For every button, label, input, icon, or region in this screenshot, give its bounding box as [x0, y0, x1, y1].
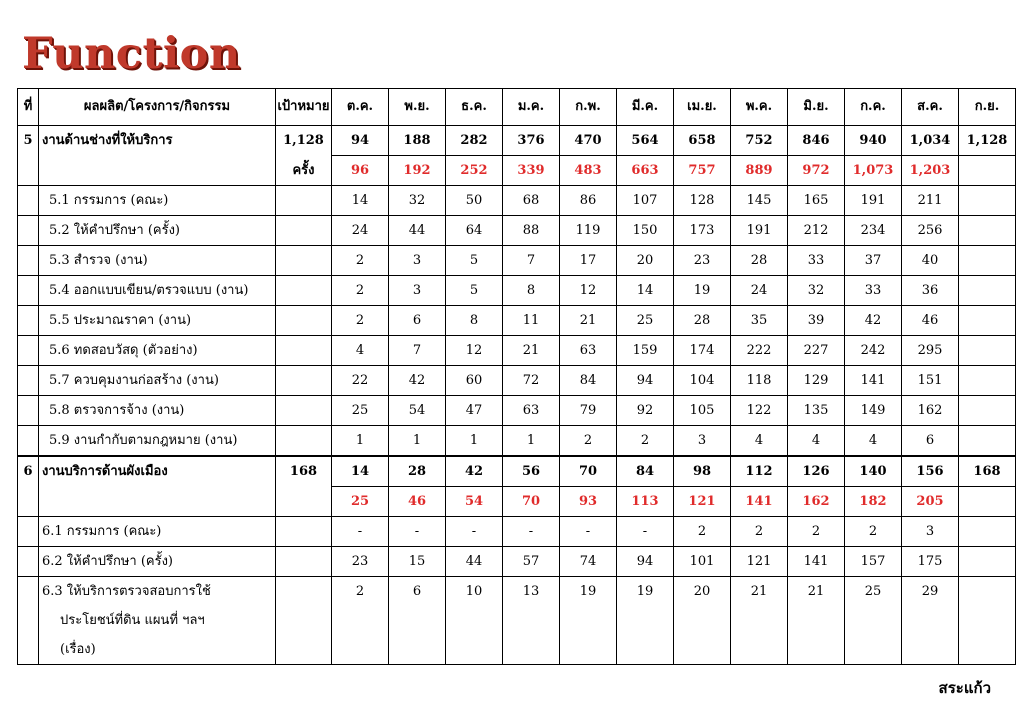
value-cell: 12: [560, 276, 617, 306]
plan-value-cell: 188: [389, 126, 446, 156]
table-row: [18, 216, 1016, 246]
section-actual-row: [18, 487, 1016, 517]
value-cell: 7: [389, 336, 446, 366]
value-cell: 141: [788, 547, 845, 577]
actual-value-cell: 54: [446, 487, 503, 517]
empty-cell: [18, 396, 39, 426]
value-cell: 19: [617, 577, 674, 665]
item-label: 6.1 กรรมการ (คณะ): [39, 517, 276, 547]
value-cell: 7: [503, 246, 560, 276]
value-cell: [959, 517, 1016, 547]
value-cell: -: [617, 517, 674, 547]
item-label-line: ประโยชน์ที่ดิน แผนที่ ฯลฯ: [60, 613, 205, 628]
value-cell: 20: [674, 577, 731, 665]
item-label-line: 6.3 ให้บริการตรวจสอบการใช้: [42, 584, 211, 599]
plan-value-cell: 56: [503, 456, 560, 487]
value-cell: 1: [332, 426, 389, 457]
value-cell: 17: [560, 246, 617, 276]
value-cell: 12: [446, 336, 503, 366]
value-cell: 92: [617, 396, 674, 426]
value-cell: 29: [902, 577, 959, 665]
value-cell: 19: [560, 577, 617, 665]
empty-cell: [18, 216, 39, 246]
header-month: มิ.ย.: [788, 89, 845, 126]
value-cell: 173: [674, 216, 731, 246]
value-cell: 2: [332, 276, 389, 306]
section-target-unit: [276, 487, 332, 517]
value-cell: 36: [902, 276, 959, 306]
actual-value-cell: 483: [560, 156, 617, 186]
value-cell: 6: [389, 577, 446, 665]
table-body: [18, 126, 1016, 665]
value-cell: 10: [446, 577, 503, 665]
actual-value-cell: 141: [731, 487, 788, 517]
empty-cell: [18, 306, 39, 336]
plan-value-cell: 752: [731, 126, 788, 156]
section-number: 5: [18, 126, 39, 156]
value-cell: 157: [845, 547, 902, 577]
value-cell: [959, 186, 1016, 216]
empty-cell: [18, 276, 39, 306]
plan-value-cell: 126: [788, 456, 845, 487]
empty-cell: [18, 246, 39, 276]
value-cell: 94: [617, 366, 674, 396]
value-cell: 3: [389, 276, 446, 306]
value-cell: 2: [788, 517, 845, 547]
value-cell: 21: [560, 306, 617, 336]
value-cell: 33: [845, 276, 902, 306]
value-cell: 141: [845, 366, 902, 396]
value-cell: 63: [560, 336, 617, 366]
header-month: ม.ค.: [503, 89, 560, 126]
value-cell: 33: [788, 246, 845, 276]
header-month: เม.ย.: [674, 89, 731, 126]
value-cell: 104: [674, 366, 731, 396]
empty-cell: [276, 366, 332, 396]
actual-value-cell: 1,073: [845, 156, 902, 186]
value-cell: 3: [902, 517, 959, 547]
plan-value-cell: 940: [845, 126, 902, 156]
value-cell: 44: [446, 547, 503, 577]
table-header-row: [18, 89, 1016, 126]
actual-value-cell: 972: [788, 156, 845, 186]
empty-cell: [18, 156, 39, 186]
value-cell: 211: [902, 186, 959, 216]
value-cell: 2: [332, 577, 389, 665]
value-cell: 222: [731, 336, 788, 366]
value-cell: 54: [389, 396, 446, 426]
item-label: 5.2 ให้คำปรึกษา (ครั้ง): [39, 216, 276, 246]
value-cell: 4: [332, 336, 389, 366]
value-cell: 129: [788, 366, 845, 396]
header-item: ผลผลิต/โครงการ/กิจกรรม: [39, 89, 276, 126]
item-label-line: (เรื่อง): [60, 642, 96, 657]
value-cell: -: [503, 517, 560, 547]
value-cell: 8: [503, 276, 560, 306]
table-row: [18, 366, 1016, 396]
plan-value-cell: 1,034: [902, 126, 959, 156]
value-cell: 101: [674, 547, 731, 577]
value-cell: 2: [674, 517, 731, 547]
value-cell: 24: [731, 276, 788, 306]
actual-value-cell: 1,203: [902, 156, 959, 186]
value-cell: [959, 246, 1016, 276]
value-cell: 24: [332, 216, 389, 246]
empty-cell: [276, 186, 332, 216]
value-cell: 13: [503, 577, 560, 665]
value-cell: 150: [617, 216, 674, 246]
value-cell: 165: [788, 186, 845, 216]
empty-cell: [18, 487, 39, 517]
table-row: [18, 547, 1016, 577]
value-cell: 22: [332, 366, 389, 396]
plan-value-cell: 564: [617, 126, 674, 156]
plan-value-cell: 156: [902, 456, 959, 487]
value-cell: 2: [332, 246, 389, 276]
table-row: [18, 246, 1016, 276]
actual-value-cell: 96: [332, 156, 389, 186]
value-cell: 121: [731, 547, 788, 577]
plan-value-cell: 140: [845, 456, 902, 487]
item-label: 5.8 ตรวจการจ้าง (งาน): [39, 396, 276, 426]
empty-cell: [276, 336, 332, 366]
header-month: ธ.ค.: [446, 89, 503, 126]
table-row: [18, 396, 1016, 426]
item-label: 5.9 งานกำกับตามกฎหมาย (งาน): [39, 426, 276, 457]
value-cell: 2: [617, 426, 674, 457]
value-cell: 23: [674, 246, 731, 276]
header-month: ก.ค.: [845, 89, 902, 126]
value-cell: 212: [788, 216, 845, 246]
value-cell: 42: [845, 306, 902, 336]
value-cell: 2: [731, 517, 788, 547]
empty-cell: [18, 336, 39, 366]
value-cell: [959, 276, 1016, 306]
value-cell: 37: [845, 246, 902, 276]
actual-value-cell: 121: [674, 487, 731, 517]
value-cell: 86: [560, 186, 617, 216]
actual-value-cell: [959, 156, 1016, 186]
value-cell: 295: [902, 336, 959, 366]
value-cell: 68: [503, 186, 560, 216]
empty-cell: [276, 276, 332, 306]
value-cell: 57: [503, 547, 560, 577]
header-month: ก.พ.: [560, 89, 617, 126]
value-cell: 21: [788, 577, 845, 665]
value-cell: 44: [389, 216, 446, 246]
header-month: พ.ค.: [731, 89, 788, 126]
value-cell: 14: [617, 276, 674, 306]
value-cell: 3: [389, 246, 446, 276]
value-cell: 128: [674, 186, 731, 216]
value-cell: 105: [674, 396, 731, 426]
actual-value-cell: 25: [332, 487, 389, 517]
value-cell: 256: [902, 216, 959, 246]
section-name: งานด้านช่างที่ให้บริการ: [39, 126, 276, 156]
value-cell: 46: [902, 306, 959, 336]
value-cell: 21: [503, 336, 560, 366]
empty-cell: [18, 186, 39, 216]
item-label: 5.5 ประมาณราคา (งาน): [39, 306, 276, 336]
empty-cell: [39, 156, 276, 186]
section-name: งานบริการด้านผังเมือง: [39, 456, 276, 487]
item-label: 5.1 กรรมการ (คณะ): [39, 186, 276, 216]
section-target-unit: ครั้ง: [276, 156, 332, 186]
value-cell: 25: [332, 396, 389, 426]
value-cell: 4: [731, 426, 788, 457]
value-cell: 63: [503, 396, 560, 426]
empty-cell: [276, 517, 332, 547]
value-cell: 32: [788, 276, 845, 306]
value-cell: 118: [731, 366, 788, 396]
actual-value-cell: [959, 487, 1016, 517]
value-cell: [959, 396, 1016, 426]
empty-cell: [276, 547, 332, 577]
value-cell: 94: [617, 547, 674, 577]
table-row: [18, 426, 1016, 457]
item-label: 5.4 ออกแบบเขียน/ตรวจแบบ (งาน): [39, 276, 276, 306]
header-month: ก.ย.: [959, 89, 1016, 126]
value-cell: 21: [731, 577, 788, 665]
plan-value-cell: 282: [446, 126, 503, 156]
header-month: ส.ค.: [902, 89, 959, 126]
actual-value-cell: 339: [503, 156, 560, 186]
header-target: เป้าหมาย: [276, 89, 332, 126]
plan-value-cell: 376: [503, 126, 560, 156]
value-cell: 4: [788, 426, 845, 457]
actual-value-cell: 663: [617, 156, 674, 186]
section-plan-row: [18, 126, 1016, 156]
section-plan-row: [18, 456, 1016, 487]
value-cell: 42: [389, 366, 446, 396]
header-month: มี.ค.: [617, 89, 674, 126]
value-cell: 20: [617, 246, 674, 276]
value-cell: 19: [674, 276, 731, 306]
header-month: ต.ค.: [332, 89, 389, 126]
value-cell: 2: [332, 306, 389, 336]
value-cell: 5: [446, 246, 503, 276]
header-month: พ.ย.: [389, 89, 446, 126]
actual-value-cell: 162: [788, 487, 845, 517]
value-cell: 84: [560, 366, 617, 396]
plan-value-cell: 70: [560, 456, 617, 487]
value-cell: 50: [446, 186, 503, 216]
value-cell: [959, 426, 1016, 457]
empty-cell: [18, 366, 39, 396]
value-cell: 3: [674, 426, 731, 457]
table-row: [18, 577, 1016, 665]
item-label: 5.7 ควบคุมงานก่อสร้าง (งาน): [39, 366, 276, 396]
value-cell: 145: [731, 186, 788, 216]
table-row: [18, 306, 1016, 336]
empty-cell: [276, 396, 332, 426]
footer-location: สระแก้ว: [938, 679, 991, 697]
actual-value-cell: 182: [845, 487, 902, 517]
plan-value-cell: 846: [788, 126, 845, 156]
value-cell: [959, 306, 1016, 336]
empty-cell: [276, 426, 332, 457]
value-cell: 4: [845, 426, 902, 457]
value-cell: 175: [902, 547, 959, 577]
value-cell: 88: [503, 216, 560, 246]
value-cell: [959, 336, 1016, 366]
actual-value-cell: 46: [389, 487, 446, 517]
value-cell: 15: [389, 547, 446, 577]
value-cell: 174: [674, 336, 731, 366]
table-row: [18, 186, 1016, 216]
empty-cell: [276, 577, 332, 665]
value-cell: 32: [389, 186, 446, 216]
value-cell: 6: [389, 306, 446, 336]
value-cell: -: [389, 517, 446, 547]
value-cell: 60: [446, 366, 503, 396]
section-number: 6: [18, 456, 39, 487]
plan-value-cell: 168: [959, 456, 1016, 487]
value-cell: -: [560, 517, 617, 547]
value-cell: 1: [446, 426, 503, 457]
value-cell: 1: [503, 426, 560, 457]
header-no: ที่: [18, 89, 39, 126]
value-cell: [959, 547, 1016, 577]
value-cell: 122: [731, 396, 788, 426]
plan-value-cell: 658: [674, 126, 731, 156]
value-cell: 234: [845, 216, 902, 246]
value-cell: 135: [788, 396, 845, 426]
table-row: [18, 336, 1016, 366]
value-cell: 39: [788, 306, 845, 336]
value-cell: 14: [332, 186, 389, 216]
section-target: 168: [276, 456, 332, 487]
value-cell: 28: [731, 246, 788, 276]
empty-cell: [18, 517, 39, 547]
value-cell: 8: [446, 306, 503, 336]
item-label: 5.6 ทดสอบวัสดุ (ตัวอย่าง): [39, 336, 276, 366]
item-label: 5.3 สำรวจ (งาน): [39, 246, 276, 276]
value-cell: 72: [503, 366, 560, 396]
value-cell: 74: [560, 547, 617, 577]
value-cell: 151: [902, 366, 959, 396]
value-cell: 1: [389, 426, 446, 457]
value-cell: 227: [788, 336, 845, 366]
actual-value-cell: 93: [560, 487, 617, 517]
value-cell: 191: [731, 216, 788, 246]
plan-value-cell: 84: [617, 456, 674, 487]
value-cell: [959, 577, 1016, 665]
empty-cell: [39, 487, 276, 517]
empty-cell: [18, 547, 39, 577]
plan-value-cell: 1,128: [959, 126, 1016, 156]
value-cell: 119: [560, 216, 617, 246]
value-cell: 64: [446, 216, 503, 246]
table-row: [18, 276, 1016, 306]
value-cell: 149: [845, 396, 902, 426]
value-cell: 2: [560, 426, 617, 457]
section-target: 1,128: [276, 126, 332, 156]
plan-value-cell: 112: [731, 456, 788, 487]
empty-cell: [276, 246, 332, 276]
actual-value-cell: 757: [674, 156, 731, 186]
value-cell: 79: [560, 396, 617, 426]
value-cell: 28: [674, 306, 731, 336]
value-cell: [959, 366, 1016, 396]
plan-value-cell: 14: [332, 456, 389, 487]
page-title: Function: [22, 29, 241, 79]
actual-value-cell: 192: [389, 156, 446, 186]
plan-value-cell: 28: [389, 456, 446, 487]
value-cell: 5: [446, 276, 503, 306]
value-cell: 23: [332, 547, 389, 577]
value-cell: -: [332, 517, 389, 547]
value-cell: 6: [902, 426, 959, 457]
value-cell: 11: [503, 306, 560, 336]
plan-value-cell: 470: [560, 126, 617, 156]
value-cell: 162: [902, 396, 959, 426]
value-cell: 2: [845, 517, 902, 547]
value-cell: [959, 216, 1016, 246]
table-row: [18, 517, 1016, 547]
monthly-results-table: [17, 88, 1016, 665]
value-cell: 25: [845, 577, 902, 665]
value-cell: 159: [617, 336, 674, 366]
section-actual-row: [18, 156, 1016, 186]
value-cell: 107: [617, 186, 674, 216]
actual-value-cell: 252: [446, 156, 503, 186]
actual-value-cell: 113: [617, 487, 674, 517]
value-cell: 242: [845, 336, 902, 366]
value-cell: 47: [446, 396, 503, 426]
plan-value-cell: 94: [332, 126, 389, 156]
empty-cell: [18, 577, 39, 665]
plan-value-cell: 98: [674, 456, 731, 487]
empty-cell: [276, 306, 332, 336]
empty-cell: [276, 216, 332, 246]
value-cell: 35: [731, 306, 788, 336]
value-cell: 25: [617, 306, 674, 336]
actual-value-cell: 889: [731, 156, 788, 186]
plan-value-cell: 42: [446, 456, 503, 487]
actual-value-cell: 205: [902, 487, 959, 517]
value-cell: 191: [845, 186, 902, 216]
value-cell: -: [446, 517, 503, 547]
item-label: 6.2 ให้คำปรึกษา (ครั้ง): [39, 547, 276, 577]
actual-value-cell: 70: [503, 487, 560, 517]
value-cell: 40: [902, 246, 959, 276]
item-label: [39, 577, 276, 665]
empty-cell: [18, 426, 39, 457]
